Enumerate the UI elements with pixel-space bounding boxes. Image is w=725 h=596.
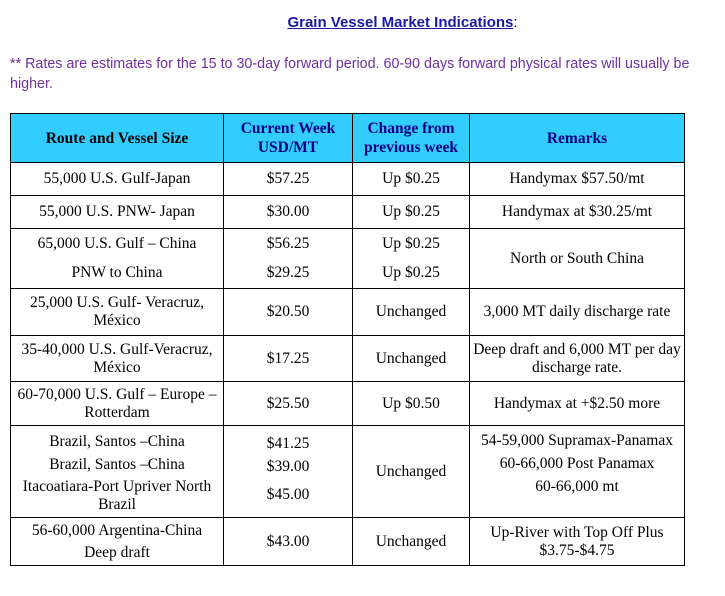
route-cell: 25,000 U.S. Gulf- Veracruz, México <box>11 289 224 336</box>
change-cell: Up $0.25 <box>353 196 470 229</box>
remarks-cell: Handymax at +$2.50 more <box>470 382 685 426</box>
header-route: Route and Vessel Size <box>11 114 224 163</box>
route-cell: 55,000 U.S. Gulf-Japan <box>11 163 224 196</box>
rate-cell: $29.25 <box>224 259 353 289</box>
change-cell: Up $0.25 <box>353 229 470 259</box>
change-cell: Unchanged <box>353 426 470 518</box>
table-row <box>11 426 685 518</box>
remarks-cell: Deep draft and 6,000 MT per day discharge rate. <box>470 336 685 382</box>
route-cell <box>11 426 224 518</box>
rates-table <box>10 113 685 566</box>
route-cell: 56-60,000 Argentina-China Deep draft <box>11 518 224 566</box>
title-text: Grain Vessel Market Indications <box>287 14 514 31</box>
table-row <box>11 382 685 426</box>
change-cell: Up $0.50 <box>353 382 470 426</box>
rate-cell: $57.25 <box>224 163 353 196</box>
table-row <box>11 336 685 382</box>
remarks-cell: North or South China <box>470 229 685 289</box>
table-row <box>11 289 685 336</box>
rate-cell: $25.50 <box>224 382 353 426</box>
route-cell: 35-40,000 U.S. Gulf-Veracruz, México <box>11 336 224 382</box>
title-colon: : <box>513 14 518 31</box>
header-current-week: Current Week USD/MT <box>224 114 353 163</box>
rate-note: ** Rates are estimates for the 15 to 30-day forward period. 60-90 days forward physical rates will usually be higher. <box>10 56 690 92</box>
rate-cell: $17.25 <box>224 336 353 382</box>
route-line: Itacoatiara-Port Upriver North Brazil <box>22 477 212 513</box>
document-title <box>0 14 725 31</box>
change-cell: Up $0.25 <box>353 163 470 196</box>
rate-line: $39.00 <box>266 457 310 475</box>
rate-cell: $43.00 <box>224 518 353 566</box>
rate-line: $41.25 <box>266 434 310 452</box>
rate-cell <box>224 426 353 518</box>
change-cell: Unchanged <box>353 518 470 566</box>
remarks-cell: Handymax $57.50/mt <box>470 163 685 196</box>
table-row <box>11 163 685 196</box>
rate-cell: $30.00 <box>224 196 353 229</box>
header-change: Change from previous week <box>353 114 470 163</box>
route-cell: PNW to China <box>11 259 224 289</box>
remarks-cell: 3,000 MT daily discharge rate <box>470 289 685 336</box>
remarks-cell: Handymax at $30.25/mt <box>470 196 685 229</box>
route-cell: 65,000 U.S. Gulf – China <box>11 229 224 259</box>
change-cell: Up $0.25 <box>353 259 470 289</box>
table-row <box>11 518 685 566</box>
remarks-line: 60-66,000 Post Panamax <box>499 455 655 472</box>
header-remarks: Remarks <box>470 114 685 163</box>
remarks-cell: Up-River with Top Off Plus $3.75-$4.75 <box>470 518 685 566</box>
remarks-line: 54-59,000 Supramax-Panamax <box>481 432 673 449</box>
route-cell: 55,000 U.S. PNW- Japan <box>11 196 224 229</box>
route-cell: 60-70,000 U.S. Gulf – Europe – Rotterdam <box>11 382 224 426</box>
route-line: Brazil, Santos –China <box>49 455 185 473</box>
change-cell: Unchanged <box>353 336 470 382</box>
change-cell: Unchanged <box>353 289 470 336</box>
remarks-cell <box>470 426 685 518</box>
rate-cell: $56.25 <box>224 229 353 259</box>
rate-line: $45.00 <box>266 485 310 503</box>
route-line: Brazil, Santos –China <box>49 432 185 450</box>
rate-cell: $20.50 <box>224 289 353 336</box>
table-row <box>11 229 685 259</box>
remarks-line: 60-66,000 mt <box>535 478 619 495</box>
table-row <box>11 196 685 229</box>
header-row <box>11 114 685 163</box>
